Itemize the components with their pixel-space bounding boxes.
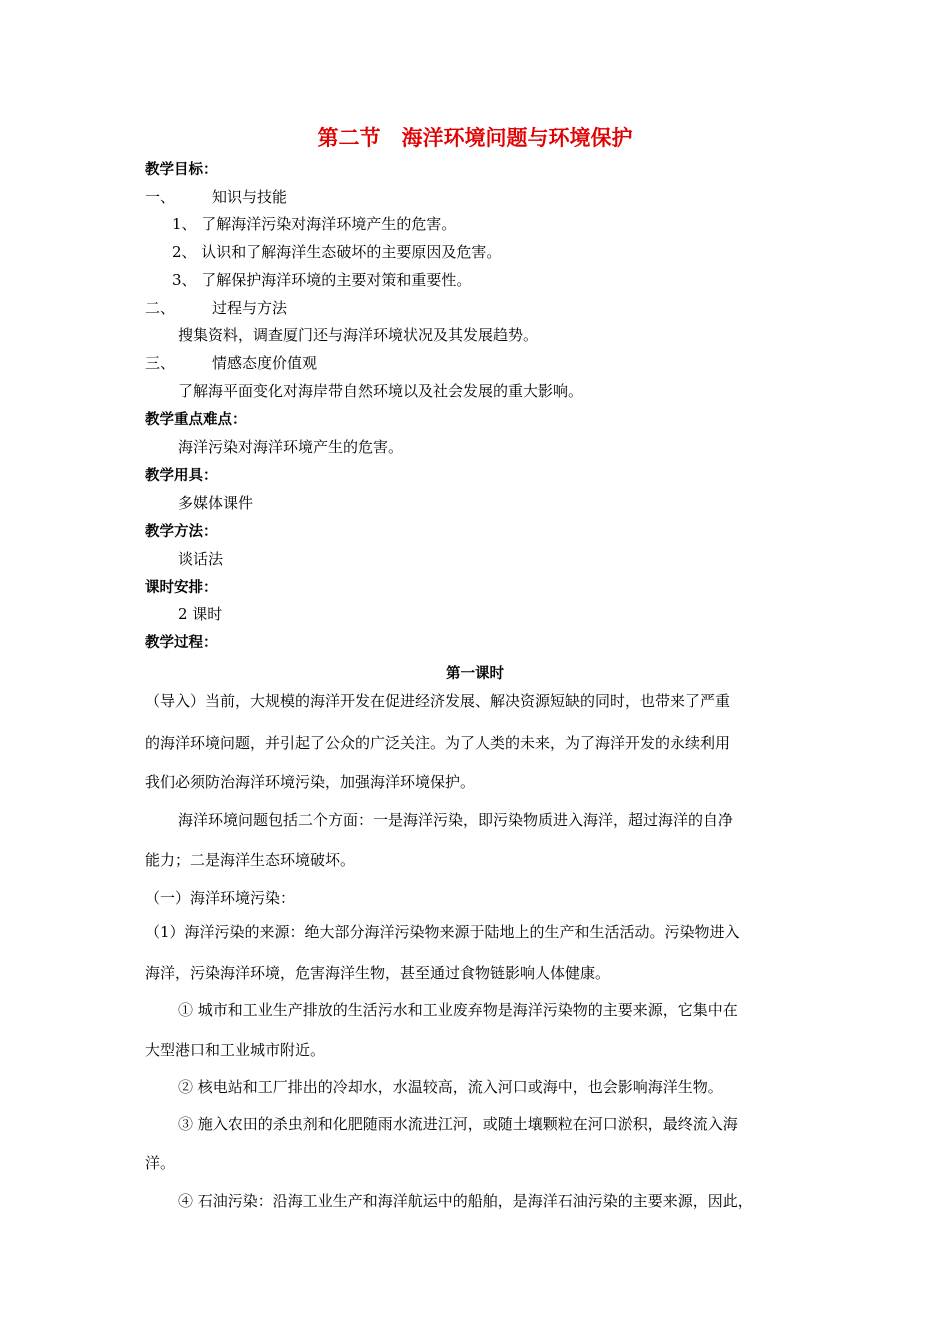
section-3-label: 情感态度价值观 <box>212 354 318 372</box>
cause-4: ④ 石油污染：沿海工业生产和海洋航运中的船舶，是海洋石油污染的主要来源，因此， <box>178 1192 753 1210</box>
methods-text: 谈话法 <box>178 550 224 568</box>
methods-heading: 教学方法： <box>145 524 218 540</box>
section-1-number: 一、 <box>145 188 176 206</box>
goals-heading: 教学目标： <box>145 162 218 178</box>
cause-1-line-1: ① 城市和工业生产排放的生活污水和工业废弃物是海洋污染物的主要来源，它集中在 <box>178 1001 738 1019</box>
intro-line-3: 我们必须防治海洋环境污染，加强海洋环境保护。 <box>145 773 476 791</box>
schedule-text: 2 课时 <box>178 605 223 623</box>
tools-heading: 教学用具： <box>145 468 218 484</box>
key-points-heading: 教学重点难点： <box>145 412 247 428</box>
section-2-number: 二、 <box>145 299 176 317</box>
section-3-text: 了解海平面变化对海岸带自然环境以及社会发展的重大影响。 <box>178 382 584 400</box>
goal-item-3: 3、 了解保护海洋环境的主要对策和重要性。 <box>172 271 472 289</box>
section-2-text: 搜集资料，调查厦门还与海洋环境状况及其发展趋势。 <box>178 326 539 344</box>
cause-2: ② 核电站和工厂排出的冷却水，水温较高，流入河口或海中，也会影响海洋生物。 <box>178 1078 723 1096</box>
paragraph-2-line-2: 能力；二是海洋生态环境破坏。 <box>145 851 356 869</box>
section-2-label: 过程与方法 <box>212 299 288 317</box>
intro-line-2: 的海洋环境问题，并引起了公众的广泛关注。为了人类的未来，为了海洋开发的永续利用 <box>145 734 731 752</box>
tools-text: 多媒体课件 <box>178 494 254 512</box>
source-line-1: （1）海洋污染的来源：绝大部分海洋污染物来源于陆地上的生产和生活活动。污染物进入 <box>145 923 740 941</box>
goal-item-2: 2、 认识和了解海洋生态破坏的主要原因及危害。 <box>172 243 502 261</box>
cause-1-line-2: 大型港口和工业城市附近。 <box>145 1041 326 1059</box>
lesson-heading: 第一课时 <box>446 666 504 682</box>
key-points-text: 海洋污染对海洋环境产生的危害。 <box>178 438 404 456</box>
schedule-heading: 课时安排： <box>145 580 218 596</box>
process-heading: 教学过程： <box>145 635 218 651</box>
intro-line-1: （导入）当前，大规模的海洋开发在促进经济发展、解决资源短缺的同时，也带来了严重 <box>145 692 731 710</box>
paragraph-2-line-1: 海洋环境问题包括二个方面：一是海洋污染，即污染物质进入海洋，超过海洋的自净 <box>178 811 734 829</box>
cause-3-line-1: ③ 施入农田的杀虫剂和化肥随雨水流进江河，或随土壤颗粒在河口淤积，最终流入海 <box>178 1115 738 1133</box>
goal-item-1: 1、 了解海洋污染对海洋环境产生的危害。 <box>172 215 457 233</box>
section-pollution-heading: （一）海洋环境污染： <box>145 889 296 907</box>
source-line-2: 海洋，污染海洋环境，危害海洋生物，甚至通过食物链影响人体健康。 <box>145 964 611 982</box>
page-title: 第二节 海洋环境问题与环境保护 <box>317 125 633 150</box>
cause-3-line-2: 洋。 <box>145 1154 176 1172</box>
section-3-number: 三、 <box>145 354 176 372</box>
section-1-label: 知识与技能 <box>212 188 288 206</box>
